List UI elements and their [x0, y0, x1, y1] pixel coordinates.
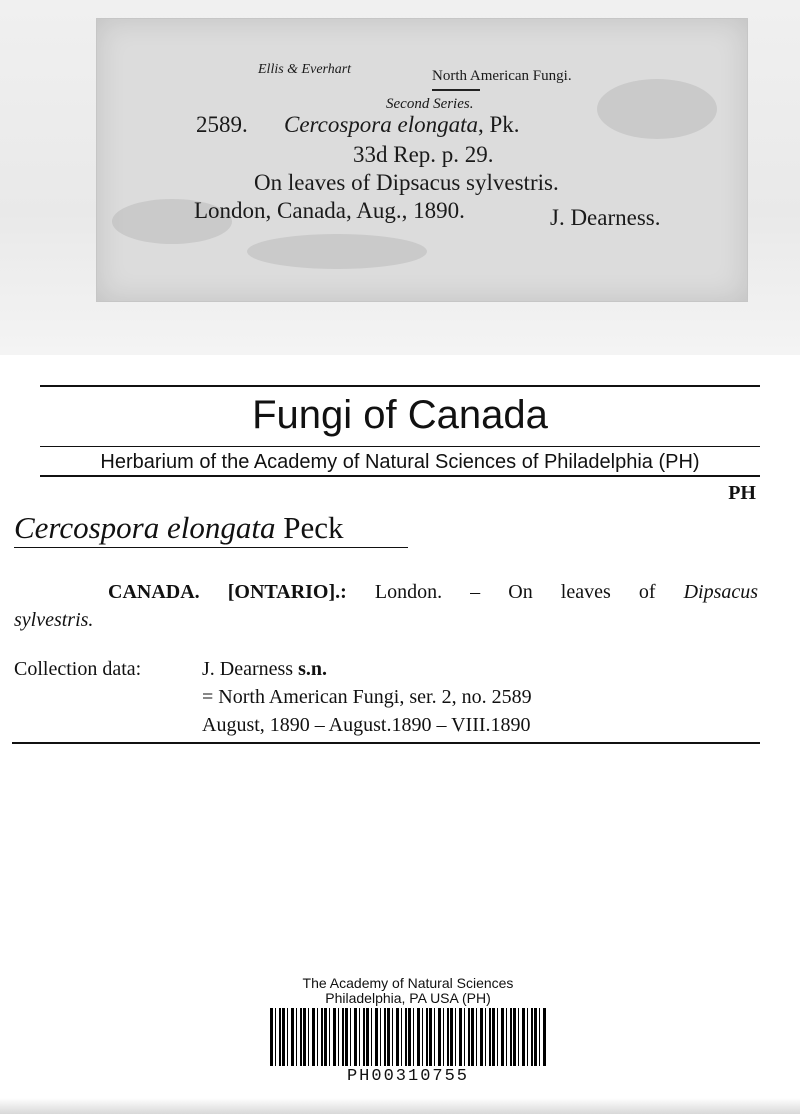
date-line: August, 1890 – August.1890 – VIII.1890	[202, 714, 531, 736]
stain	[597, 79, 717, 139]
collector-line	[202, 658, 327, 681]
host-line	[14, 606, 758, 634]
label-taxon: Cercospora elongata	[284, 112, 478, 137]
title-rule	[40, 446, 760, 447]
institution-line-1: The Academy of Natural Sciences	[302, 975, 514, 991]
top-rule	[40, 385, 760, 387]
label-taxon-line	[284, 112, 520, 138]
label-collector: J. Dearness.	[550, 205, 661, 230]
barcode-number: PH00310755	[346, 1067, 470, 1086]
label-number: 2589.	[196, 112, 248, 137]
label-habitat: On leaves of Dipsacus sylvestris.	[254, 170, 559, 195]
collector-number: s.n.	[298, 658, 327, 680]
collector-name: J. Dearness	[202, 658, 294, 680]
host-species: sylvestris.	[14, 609, 94, 631]
institution-line-2: Philadelphia, PA USA (PH)	[325, 990, 491, 1006]
stain	[247, 234, 427, 269]
host-genus: Dipsacus	[683, 581, 759, 603]
label-divider	[432, 89, 480, 91]
collection-data-label: Collection data:	[14, 658, 142, 680]
locality-region: [ONTARIO].:	[227, 581, 347, 603]
page-bottom-edge	[0, 1098, 800, 1114]
subtitle-rule	[40, 475, 760, 477]
species-author: Peck	[283, 510, 344, 545]
label-locality-date: London, Canada, Aug., 1890.	[194, 198, 465, 223]
locality-block	[14, 578, 758, 634]
label-series: Second Series.	[386, 96, 474, 112]
species-heading	[14, 510, 344, 546]
locality-country: CANADA.	[108, 581, 200, 603]
barcode	[270, 1008, 546, 1066]
label-reference: 33d Rep. p. 29.	[353, 142, 494, 167]
locality-line	[14, 578, 758, 606]
label-series-title: North American Fungi.	[432, 68, 572, 84]
exsiccata-line: = North American Fungi, ser. 2, no. 2589	[202, 686, 532, 708]
species-name: Cercospora elongata	[14, 510, 276, 545]
page-title: Fungi of Canada	[252, 393, 548, 437]
herbarium-code: PH	[728, 482, 756, 504]
label-publishers: Ellis & Everhart	[258, 62, 352, 77]
bottom-rule	[12, 742, 760, 744]
locality-text: London. – On leaves of	[374, 581, 656, 603]
species-underline	[14, 547, 408, 548]
herbarium-subtitle: Herbarium of the Academy of Natural Sciences of Philadelphia (PH)	[100, 451, 700, 473]
label-author: , Pk.	[478, 112, 520, 137]
